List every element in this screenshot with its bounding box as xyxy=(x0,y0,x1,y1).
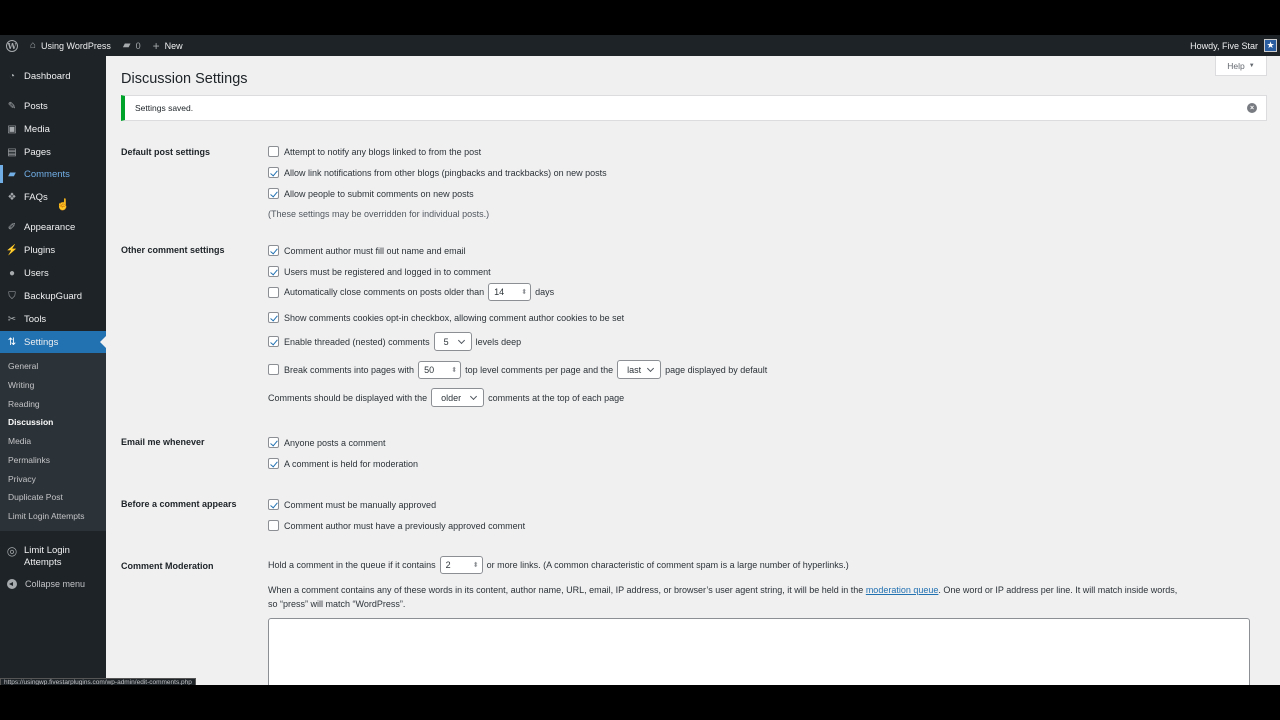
sidebar-item-dashboard[interactable]: ◔ Dashboard xyxy=(0,66,106,86)
sidebar-item-posts[interactable]: ✎ Posts xyxy=(0,96,106,116)
brush-icon: ✐ xyxy=(7,221,17,233)
previously-approved-option[interactable]: Comment author must have a previously approved comment xyxy=(268,520,525,531)
sidebar-item-users[interactable]: ● Users xyxy=(0,263,106,283)
settings-icon: ⇅ xyxy=(7,336,17,348)
help-button[interactable]: Help ▼ xyxy=(1215,56,1267,76)
submenu-limit-login[interactable]: Limit Login Attempts xyxy=(8,511,85,521)
comment-order-option: Comments should be displayed with the older comments at the top of each page xyxy=(268,388,624,407)
sidebar-item-media[interactable]: ▣ Media xyxy=(0,119,106,139)
submenu-discussion[interactable]: Discussion xyxy=(8,417,54,427)
caret-down-icon: ▼ xyxy=(1248,62,1255,69)
media-icon: ▣ xyxy=(7,123,17,135)
other-comment-settings-heading: Other comment settings xyxy=(121,245,225,255)
moderation-description-line2: so “press” will match “WordPress”. xyxy=(268,599,406,609)
allow-comments-option[interactable]: Allow people to submit comments on new posts xyxy=(268,188,474,199)
pingbacks-option[interactable]: Allow link notifications from other blogs (pingbacks and trackbacks) on new posts xyxy=(268,167,607,178)
threaded-comments-checkbox[interactable] xyxy=(268,336,279,347)
plug-icon: ⚡ xyxy=(5,244,19,256)
submenu-permalinks[interactable]: Permalinks xyxy=(8,455,51,465)
sidebar-item-pages[interactable]: ▤ Pages xyxy=(0,142,106,162)
comment-bubble-icon: ▰ xyxy=(122,40,131,51)
sidebar-item-faqs[interactable]: ❖ FAQs xyxy=(0,187,106,207)
site-name-link[interactable]: ⌂ Using WordPress xyxy=(30,40,111,51)
comment-moderation-heading: Comment Moderation xyxy=(121,561,214,571)
account-menu[interactable]: Howdy, Five Star ★ xyxy=(1184,35,1277,56)
comment-icon: ▰ xyxy=(8,168,16,180)
cookies-optin-checkbox[interactable] xyxy=(268,312,279,323)
wp-admin-screen xyxy=(0,35,1280,685)
mouse-cursor-icon: ☝ xyxy=(56,199,70,211)
sidebar-item-settings[interactable]: ⇅ Settings xyxy=(0,331,106,353)
before-comment-appears-heading: Before a comment appears xyxy=(121,499,237,509)
dismiss-icon[interactable]: × xyxy=(1247,103,1257,113)
email-moderation-option[interactable]: A comment is held for moderation xyxy=(268,458,418,469)
sidebar-item-backupguard[interactable]: ⛉ BackupGuard xyxy=(0,286,106,306)
submenu-privacy[interactable]: Privacy xyxy=(8,474,36,484)
sidebar-item-limit-login[interactable]: ◎ Limit Login Attempts xyxy=(0,545,106,569)
plus-icon: + xyxy=(152,38,160,53)
wp-logo-button[interactable] xyxy=(0,35,24,56)
settings-saved-notice: Settings saved. × xyxy=(121,95,1267,121)
wordpress-logo-icon: W xyxy=(7,40,17,51)
registration-required-option[interactable]: Users must be registered and logged in to comment xyxy=(268,266,491,277)
home-icon: ⌂ xyxy=(30,40,37,51)
page-title: Discussion Settings xyxy=(121,71,248,87)
comments-link[interactable]: ▰ 0 xyxy=(122,40,141,51)
wrench-icon: ✂ xyxy=(7,313,17,325)
shield-icon: ⛉ xyxy=(8,290,16,302)
moderation-description: When a comment contains any of these words in its content, author name, URL, email, IP address, or browser’s user agent string, it will be held in the moderation queue. One word or IP address per line. It will match inside words, xyxy=(268,585,1178,595)
threaded-comments-option: Enable threaded (nested) comments 5 levels deep xyxy=(268,332,521,351)
new-content-button[interactable]: + New xyxy=(152,38,183,53)
default-post-settings-heading: Default post settings xyxy=(121,147,211,157)
auto-close-checkbox[interactable] xyxy=(268,287,279,298)
require-name-email-checkbox[interactable] xyxy=(268,245,279,256)
email-moderation-checkbox[interactable] xyxy=(268,458,279,469)
comments-per-page-input[interactable]: 50 ⬍ xyxy=(418,361,461,379)
admin-sidebar xyxy=(0,56,106,685)
manual-approval-option[interactable]: Comment must be manually approved xyxy=(268,499,436,510)
thread-depth-select[interactable]: 5 xyxy=(434,332,472,351)
notify-blogs-option[interactable]: Attempt to notify any blogs linked to from the post xyxy=(268,146,481,157)
submenu-general[interactable]: General xyxy=(8,361,39,371)
collapse-menu-button[interactable]: Collapse menu xyxy=(0,579,106,589)
faq-icon: ❖ xyxy=(7,191,17,203)
settings-submenu xyxy=(0,353,106,531)
pages-icon: ▤ xyxy=(7,146,17,158)
submenu-writing[interactable]: Writing xyxy=(8,380,35,390)
link-status-bar: https://usingwp.fivestarplugins.com/wp-admin/edit-comments.php xyxy=(0,678,196,685)
submenu-duplicate-post[interactable]: Duplicate Post xyxy=(8,492,63,502)
email-new-comment-option[interactable]: Anyone posts a comment xyxy=(268,437,386,448)
sidebar-item-appearance[interactable]: ✐ Appearance xyxy=(0,217,106,237)
previously-approved-checkbox[interactable] xyxy=(268,520,279,531)
pin-icon: ✎ xyxy=(7,100,17,112)
paginate-comments-option: Break comments into pages with 50 ⬍ top level comments per page and the last page displayed by default xyxy=(268,360,767,379)
registration-required-checkbox[interactable] xyxy=(268,266,279,277)
manual-approval-checkbox[interactable] xyxy=(268,499,279,510)
submenu-reading[interactable]: Reading xyxy=(8,399,40,409)
sidebar-item-tools[interactable]: ✂ Tools xyxy=(0,309,106,329)
override-note: (These settings may be overridden for individual posts.) xyxy=(268,209,490,219)
email-new-comment-checkbox[interactable] xyxy=(268,437,279,448)
sidebar-item-plugins[interactable]: ⚡ Plugins xyxy=(0,240,106,260)
allow-comments-checkbox[interactable] xyxy=(268,188,279,199)
comment-order-select[interactable]: older xyxy=(431,388,484,407)
avatar: ★ xyxy=(1264,39,1277,52)
email-me-heading: Email me whenever xyxy=(121,437,205,447)
require-name-email-option[interactable]: Comment author must fill out name and email xyxy=(268,245,466,256)
moderation-queue-link[interactable]: moderation queue xyxy=(865,585,939,595)
dashboard-icon: ◔ xyxy=(8,70,16,82)
collapse-arrow-icon xyxy=(7,579,17,589)
max-links-input[interactable]: 2 ⬍ xyxy=(440,556,483,574)
cookies-optin-option[interactable]: Show comments cookies opt-in checkbox, allowing comment author cookies to be set xyxy=(268,312,624,323)
close-days-input[interactable]: 14 ⬍ xyxy=(488,283,531,301)
admin-bar xyxy=(0,35,1280,56)
notify-blogs-checkbox[interactable] xyxy=(268,146,279,157)
auto-close-option: Automatically close comments on posts older than 14 ⬍ days xyxy=(268,283,554,301)
fingerprint-icon: ◎ xyxy=(6,544,18,558)
default-page-select[interactable]: last xyxy=(617,360,661,379)
pingbacks-checkbox[interactable] xyxy=(268,167,279,178)
sidebar-item-comments[interactable]: ▰ Comments xyxy=(0,164,106,184)
submenu-media[interactable]: Media xyxy=(8,436,32,446)
user-icon: ● xyxy=(8,267,16,279)
paginate-comments-checkbox[interactable] xyxy=(268,364,279,375)
hold-links-option: Hold a comment in the queue if it contains 2 ⬍ or more links. (A common characteristic of comment spam is a large number of hyperlinks.) xyxy=(268,556,849,574)
moderation-keys-textarea[interactable] xyxy=(268,618,1250,685)
